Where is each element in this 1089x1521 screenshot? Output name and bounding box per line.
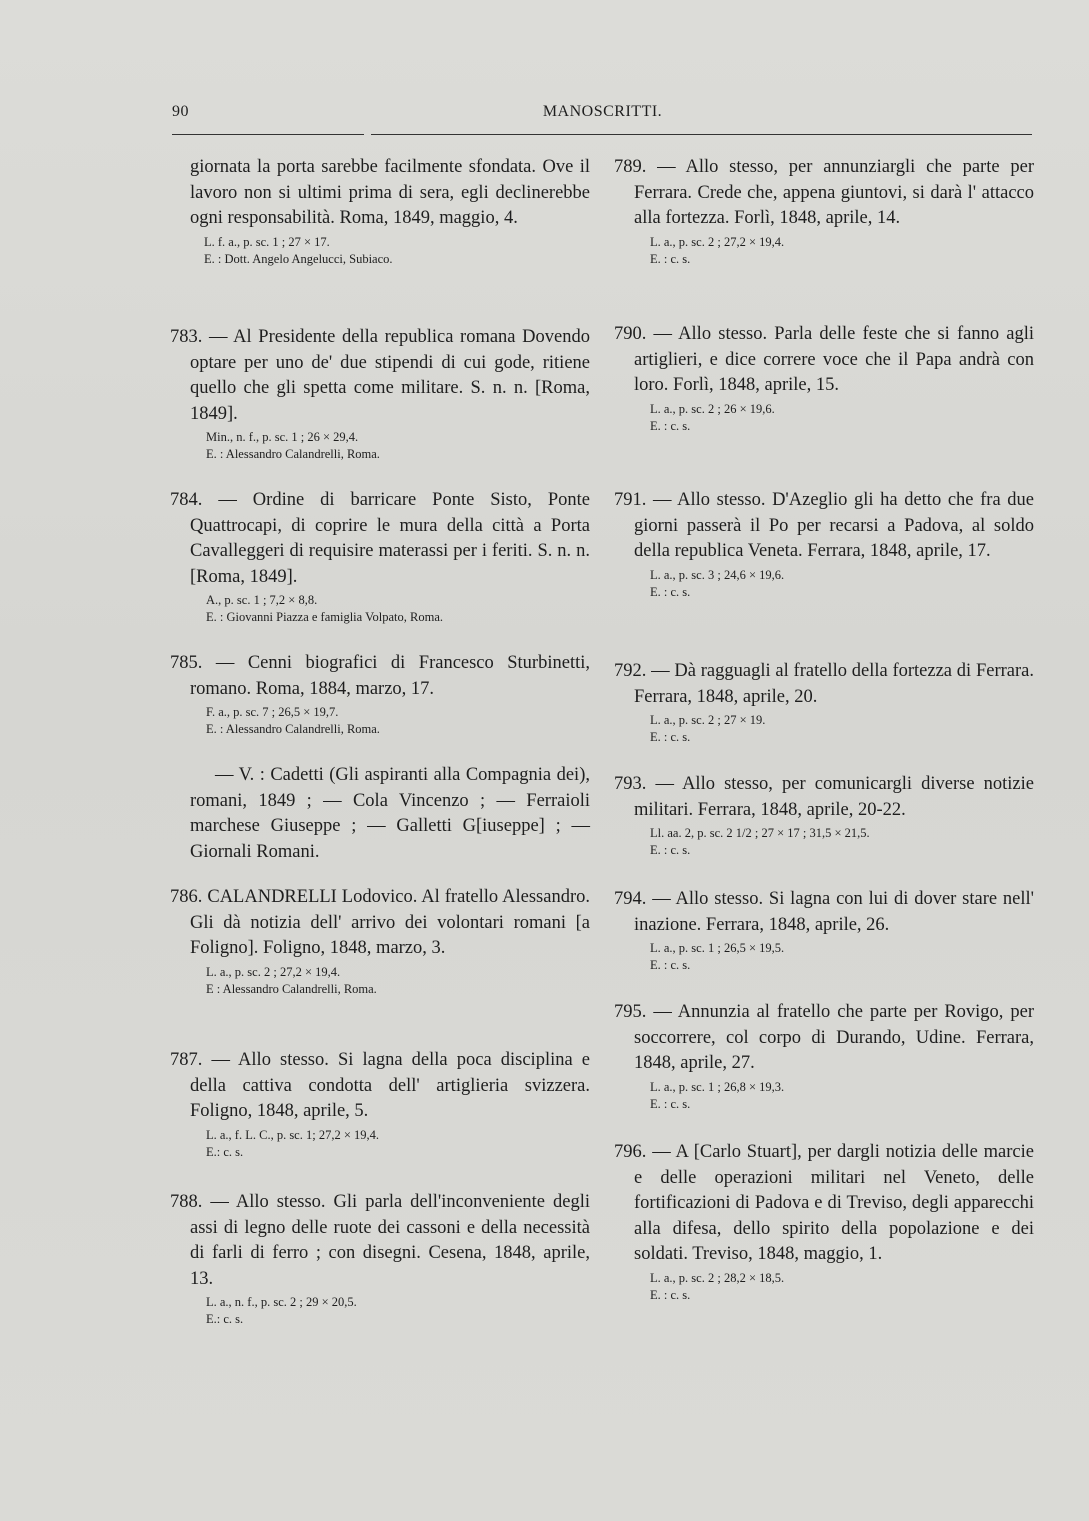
entry-text: 792. — Dà ragguagli al fratello della fortezza di Ferrara. Ferrara, 1848, aprile, 20. <box>614 661 1034 707</box>
page-number: 90 <box>172 103 189 120</box>
entry-796 <box>614 1140 1034 1304</box>
entry-physical-description: A., p. sc. 1 ; 7,2 × 8,8. <box>206 593 318 608</box>
entry-physical-description: L. a., n. f., p. sc. 2 ; 29 × 20,5. <box>206 1295 357 1310</box>
header-title: MANOSCRITTI. <box>542 103 663 120</box>
entry-text: 795. — Annunzia al fratello che parte per Rovigo, per soccorrere, col corpo di Durando, Udine. Ferrara, 1848, aprile, 27. <box>614 1002 1034 1074</box>
entry-physical-description: L. a., f. L. C., p. sc. 1; 27,2 × 19,4. <box>206 1127 380 1142</box>
entry-text: 791. — Allo stesso. D'Azeglio gli ha detto che fra due giorni passerà il Po per recarsi a Padova, al soldo della republica Veneta. Ferrara, 1848, aprile, 17. <box>614 490 1034 562</box>
entry-provenance: E. : c. s. <box>650 418 691 433</box>
entry-787 <box>170 1048 590 1161</box>
entry-790 <box>614 322 1034 435</box>
entry-physical-description: L. f. a., p. sc. 1 ; 27 × 17. <box>204 234 330 249</box>
entry-provenance: E. : c. s. <box>650 1096 691 1111</box>
entry-physical-description: F. a., p. sc. 7 ; 26,5 × 19,7. <box>206 705 339 720</box>
header-rule <box>172 134 364 135</box>
entry-physical-description: L. a., p. sc. 1 ; 26,5 × 19,5. <box>650 941 785 956</box>
entry-cross-reference <box>170 763 590 865</box>
entry-provenance: E.: c. s. <box>206 1144 244 1159</box>
entry-provenance: E. : c. s. <box>650 730 691 745</box>
entry-791 <box>614 488 1034 601</box>
entry-793 <box>614 772 1034 859</box>
header-rule <box>371 134 1032 135</box>
entry-physical-description: Min., n. f., p. sc. 1 ; 26 × 29,4. <box>206 430 359 445</box>
entry-text: 785. — Cenni biografici di Francesco Sturbinetti, romano. Roma, 1884, marzo, 17. <box>170 653 590 699</box>
entry-text: 793. — Allo stesso, per comunicargli diverse notizie militari. Ferrara, 1848, aprile, 20-22. <box>614 774 1034 820</box>
entry-continuation <box>190 155 590 268</box>
entry-text: 787. — Allo stesso. Si lagna della poca disciplina e della cattiva condotta dell' artiglieria svizzera. Foligno, 1848, aprile, 5. <box>170 1050 590 1122</box>
entry-text: — V. : Cadetti (Gli aspiranti alla Compagnia dei), romani, 1849 ; — Cola Vincenzo ; — Ferraioli marchese Giuseppe ; — Galletti G[iuseppe] ; — Giornali Romani. <box>190 765 590 862</box>
entry-text: 796. — A [Carlo Stuart], per dargli notizia delle marcie e delle operazioni militari nel Veneto, delle fortificazioni di Padova e di Treviso, degli apparecchi alla difesa, dello spirito della popolazione e dei soldati. Treviso, 1848, maggio, 1. <box>614 1142 1034 1265</box>
entry-physical-description: L. a., p. sc. 3 ; 24,6 × 19,6. <box>650 567 785 582</box>
entry-physical-description: L. a., p. sc. 2 ; 27,2 × 19,4. <box>650 234 785 249</box>
entry-provenance: E. : Dott. Angelo Angelucci, Subiaco. <box>204 251 393 266</box>
entry-provenance: E. : Alessandro Calandrelli, Roma. <box>206 447 380 462</box>
entry-physical-description: L. a., p. sc. 2 ; 27 × 19. <box>650 713 766 728</box>
entry-text: 790. — Allo stesso. Parla delle feste che si fanno agli artiglieri, e dice correre voce che il Papa andrà con loro. Forlì, 1848, aprile, 15. <box>614 324 1034 396</box>
entry-physical-description: L. a., p. sc. 2 ; 26 × 19,6. <box>650 401 775 416</box>
entry-provenance: E. : Giovanni Piazza e famiglia Volpato, Roma. <box>206 610 443 625</box>
entry-text: 788. — Allo stesso. Gli parla dell'inconveniente degli assi di legno delle ruote dei cassoni e della necessità di farli di ferro ; con disegni. Cesena, 1848, aprile, 13. <box>170 1192 590 1289</box>
entry-text: 784. — Ordine di barricare Ponte Sisto, Ponte Quattrocapi, di coprire le mura della città a Porta Cavalleggeri di requisire materassi per i feriti. S. n. n. [Roma, 1849]. <box>170 490 590 587</box>
entry-786 <box>170 885 590 998</box>
entry-provenance: E. : c. s. <box>650 251 691 266</box>
entry-text: 786. CALANDRELLI Lodovico. Al fratello Alessandro. Gli dà notizia dell' arrivo dei volontari romani [a Foligno]. Foligno, 1848, marzo, 3. <box>170 887 590 959</box>
entry-789 <box>614 155 1034 268</box>
entry-provenance: E. : c. s. <box>650 843 691 858</box>
entry-794 <box>614 887 1034 974</box>
entry-text: 789. — Allo stesso, per annunziargli che parte per Ferrara. Crede che, appena giuntovi, si darà l' attacco alla fortezza. Forlì, 1848, aprile, 14. <box>614 157 1034 229</box>
entry-text: 783. — Al Presidente della republica romana Dovendo optare per uno de' due stipendi di cui gode, ritiene quello che gli spetta come militare. S. n. n. [Roma, 1849]. <box>170 327 590 424</box>
entry-provenance: E : Alessandro Calandrelli, Roma. <box>206 981 377 996</box>
entry-physical-description: L. a., p. sc. 1 ; 26,8 × 19,3. <box>650 1079 785 1094</box>
entry-physical-description: L. a., p. sc. 2 ; 28,2 × 18,5. <box>650 1270 785 1285</box>
entry-provenance: E. : Alessandro Calandrelli, Roma. <box>206 722 380 737</box>
entry-792 <box>614 659 1034 746</box>
entry-784 <box>170 488 590 626</box>
entry-physical-description: Ll. aa. 2, p. sc. 2 1/2 ; 27 × 17 ; 31,5 × 21,5. <box>650 826 870 841</box>
entry-783 <box>170 325 590 463</box>
entry-text: 794. — Allo stesso. Si lagna con lui di dover stare nell' inazione. Ferrara, 1848, aprile, 26. <box>614 889 1034 935</box>
entry-provenance: E. : c. s. <box>650 584 691 599</box>
entry-785 <box>170 651 590 738</box>
entry-provenance: E.: c. s. <box>206 1312 244 1327</box>
entry-provenance: E. : c. s. <box>650 1287 691 1302</box>
entry-788 <box>170 1190 590 1328</box>
entry-physical-description: L. a., p. sc. 2 ; 27,2 × 19,4. <box>206 964 341 979</box>
entry-provenance: E. : c. s. <box>650 958 691 973</box>
entry-text: giornata la porta sarebbe facilmente sfondata. Ove il lavoro non si ultimi prima di sera, egli declinerebbe ogni responsabilità. Roma, 1849, maggio, 4. <box>190 157 590 229</box>
running-head <box>0 103 1089 125</box>
entry-795 <box>614 1000 1034 1113</box>
